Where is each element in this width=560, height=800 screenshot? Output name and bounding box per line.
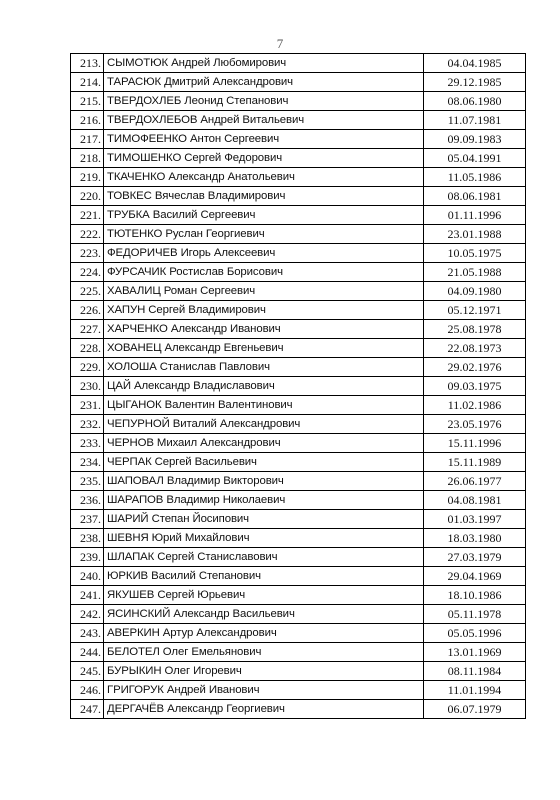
table-row	[71, 662, 526, 681]
table-row	[71, 225, 526, 244]
table-row	[71, 301, 526, 320]
row-number: 238.	[71, 529, 104, 548]
birth-date: 13.01.1969	[424, 643, 526, 662]
birth-date: 10.05.1975	[424, 244, 526, 263]
row-number: 213.	[71, 54, 104, 73]
table-row	[71, 377, 526, 396]
birth-date: 23.05.1976	[424, 415, 526, 434]
person-name: ЮРКИВ Василий Степанович	[104, 567, 424, 586]
row-number: 232.	[71, 415, 104, 434]
table-row	[71, 187, 526, 206]
person-name: ТРУБКА Василий Сергеевич	[104, 206, 424, 225]
table-row	[71, 586, 526, 605]
table-row	[71, 282, 526, 301]
row-number: 217.	[71, 130, 104, 149]
birth-date: 08.11.1984	[424, 662, 526, 681]
row-number: 214.	[71, 73, 104, 92]
row-number: 216.	[71, 111, 104, 130]
table-row	[71, 510, 526, 529]
person-name: АВЕРКИН Артур Александрович	[104, 624, 424, 643]
row-number: 229.	[71, 358, 104, 377]
row-number: 227.	[71, 320, 104, 339]
birth-date: 29.02.1976	[424, 358, 526, 377]
birth-date: 08.06.1981	[424, 187, 526, 206]
person-name: ЦАЙ Александр Владиславович	[104, 377, 424, 396]
birth-date: 18.10.1986	[424, 586, 526, 605]
persons-table	[70, 53, 526, 719]
table-row	[71, 244, 526, 263]
table-row	[71, 491, 526, 510]
person-name: ХАПУН Сергей Владимирович	[104, 301, 424, 320]
table-row	[71, 206, 526, 225]
birth-date: 22.08.1973	[424, 339, 526, 358]
table-row	[71, 605, 526, 624]
row-number: 221.	[71, 206, 104, 225]
row-number: 247.	[71, 700, 104, 719]
table-row	[71, 624, 526, 643]
person-name: ТИМОШЕНКО Сергей Федорович	[104, 149, 424, 168]
birth-date: 11.01.1994	[424, 681, 526, 700]
person-name: ТАРАСЮК Дмитрий Александрович	[104, 73, 424, 92]
birth-date: 05.11.1978	[424, 605, 526, 624]
person-name: ХОЛОША Станислав Павлович	[104, 358, 424, 377]
persons-table-body	[71, 54, 526, 719]
table-row	[71, 434, 526, 453]
row-number: 215.	[71, 92, 104, 111]
table-row	[71, 548, 526, 567]
table-row	[71, 681, 526, 700]
table-row	[71, 453, 526, 472]
birth-date: 04.04.1985	[424, 54, 526, 73]
table-row	[71, 339, 526, 358]
table-row	[71, 149, 526, 168]
row-number: 226.	[71, 301, 104, 320]
row-number: 231.	[71, 396, 104, 415]
person-name: ХАВАЛИЦ Роман Сергеевич	[104, 282, 424, 301]
birth-date: 29.04.1969	[424, 567, 526, 586]
row-number: 236.	[71, 491, 104, 510]
table-row	[71, 567, 526, 586]
birth-date: 29.12.1985	[424, 73, 526, 92]
birth-date: 05.04.1991	[424, 149, 526, 168]
row-number: 220.	[71, 187, 104, 206]
birth-date: 06.07.1979	[424, 700, 526, 719]
person-name: ШЕВНЯ Юрий Михайлович	[104, 529, 424, 548]
birth-date: 05.12.1971	[424, 301, 526, 320]
row-number: 222.	[71, 225, 104, 244]
table-row	[71, 54, 526, 73]
row-number: 219.	[71, 168, 104, 187]
page-number: 7	[276, 36, 284, 51]
table-row	[71, 643, 526, 662]
person-name: ТИМОФЕЕНКО Антон Сергеевич	[104, 130, 424, 149]
person-name: ФЕДОРИЧЕВ Игорь Алексеевич	[104, 244, 424, 263]
table-row	[71, 111, 526, 130]
birth-date: 11.07.1981	[424, 111, 526, 130]
birth-date: 11.05.1986	[424, 168, 526, 187]
person-name: ТЮТЕНКО Руслан Георгиевич	[104, 225, 424, 244]
row-number: 225.	[71, 282, 104, 301]
row-number: 235.	[71, 472, 104, 491]
person-name: ТКАЧЕНКО Александр Анатольевич	[104, 168, 424, 187]
birth-date: 15.11.1996	[424, 434, 526, 453]
birth-date: 25.08.1978	[424, 320, 526, 339]
birth-date: 23.01.1988	[424, 225, 526, 244]
table-row	[71, 263, 526, 282]
row-number: 239.	[71, 548, 104, 567]
person-name: ГРИГОРУК Андрей Иванович	[104, 681, 424, 700]
person-name: ШЛАПАК Сергей Станиславович	[104, 548, 424, 567]
table-row	[71, 320, 526, 339]
birth-date: 04.09.1980	[424, 282, 526, 301]
table-row	[71, 168, 526, 187]
birth-date: 01.03.1997	[424, 510, 526, 529]
row-number: 240.	[71, 567, 104, 586]
row-number: 242.	[71, 605, 104, 624]
birth-date: 21.05.1988	[424, 263, 526, 282]
person-name: ТОВКЕС Вячеслав Владимирович	[104, 187, 424, 206]
row-number: 218.	[71, 149, 104, 168]
table-row	[71, 73, 526, 92]
person-name: ДЕРГАЧЁВ Александр Георгиевич	[104, 700, 424, 719]
birth-date: 08.06.1980	[424, 92, 526, 111]
row-number: 223.	[71, 244, 104, 263]
person-name: ШАПОВАЛ Владимир Викторович	[104, 472, 424, 491]
person-name: ЧЕПУРНОЙ Виталий Александрович	[104, 415, 424, 434]
birth-date: 18.03.1980	[424, 529, 526, 548]
row-number: 234.	[71, 453, 104, 472]
birth-date: 26.06.1977	[424, 472, 526, 491]
person-name: ЧЕРНОВ Михаил Александрович	[104, 434, 424, 453]
birth-date: 27.03.1979	[424, 548, 526, 567]
row-number: 228.	[71, 339, 104, 358]
table-row	[71, 472, 526, 491]
table-row	[71, 415, 526, 434]
row-number: 243.	[71, 624, 104, 643]
person-name: ЯКУШЕВ Сергей Юрьевич	[104, 586, 424, 605]
person-name: СЫМОТЮК Андрей Любомирович	[104, 54, 424, 73]
person-name: ТВЕРДОХЛЕБ Леонид Степанович	[104, 92, 424, 111]
birth-date: 09.03.1975	[424, 377, 526, 396]
person-name: ШАРИЙ Степан Йосипович	[104, 510, 424, 529]
person-name: БУРЫКИН Олег Игоревич	[104, 662, 424, 681]
row-number: 224.	[71, 263, 104, 282]
birth-date: 09.09.1983	[424, 130, 526, 149]
person-name: БЕЛОТЕЛ Олег Емельянович	[104, 643, 424, 662]
table-row	[71, 130, 526, 149]
row-number: 245.	[71, 662, 104, 681]
person-name: ХАРЧЕНКО Александр Иванович	[104, 320, 424, 339]
table-row	[71, 700, 526, 719]
person-name: ФУРСАЧИК Ростислав Борисович	[104, 263, 424, 282]
table-row	[71, 396, 526, 415]
person-name: ЧЕРПАК Сергей Васильевич	[104, 453, 424, 472]
row-number: 230.	[71, 377, 104, 396]
row-number: 233.	[71, 434, 104, 453]
person-name: ТВЕРДОХЛЕБОВ Андрей Витальевич	[104, 111, 424, 130]
birth-date: 11.02.1986	[424, 396, 526, 415]
row-number: 237.	[71, 510, 104, 529]
table-row	[71, 358, 526, 377]
person-name: ХОВАНЕЦ Александр Евгеньевич	[104, 339, 424, 358]
birth-date: 05.05.1996	[424, 624, 526, 643]
table-row	[71, 92, 526, 111]
birth-date: 01.11.1996	[424, 206, 526, 225]
row-number: 241.	[71, 586, 104, 605]
person-name: ШАРАПОВ Владимир Николаевич	[104, 491, 424, 510]
birth-date: 04.08.1981	[424, 491, 526, 510]
row-number: 246.	[71, 681, 104, 700]
person-name: ЯСИНСКИЙ Александр Васильевич	[104, 605, 424, 624]
birth-date: 15.11.1989	[424, 453, 526, 472]
person-name: ЦЫГАНОК Валентин Валентинович	[104, 396, 424, 415]
row-number: 244.	[71, 643, 104, 662]
table-row	[71, 529, 526, 548]
